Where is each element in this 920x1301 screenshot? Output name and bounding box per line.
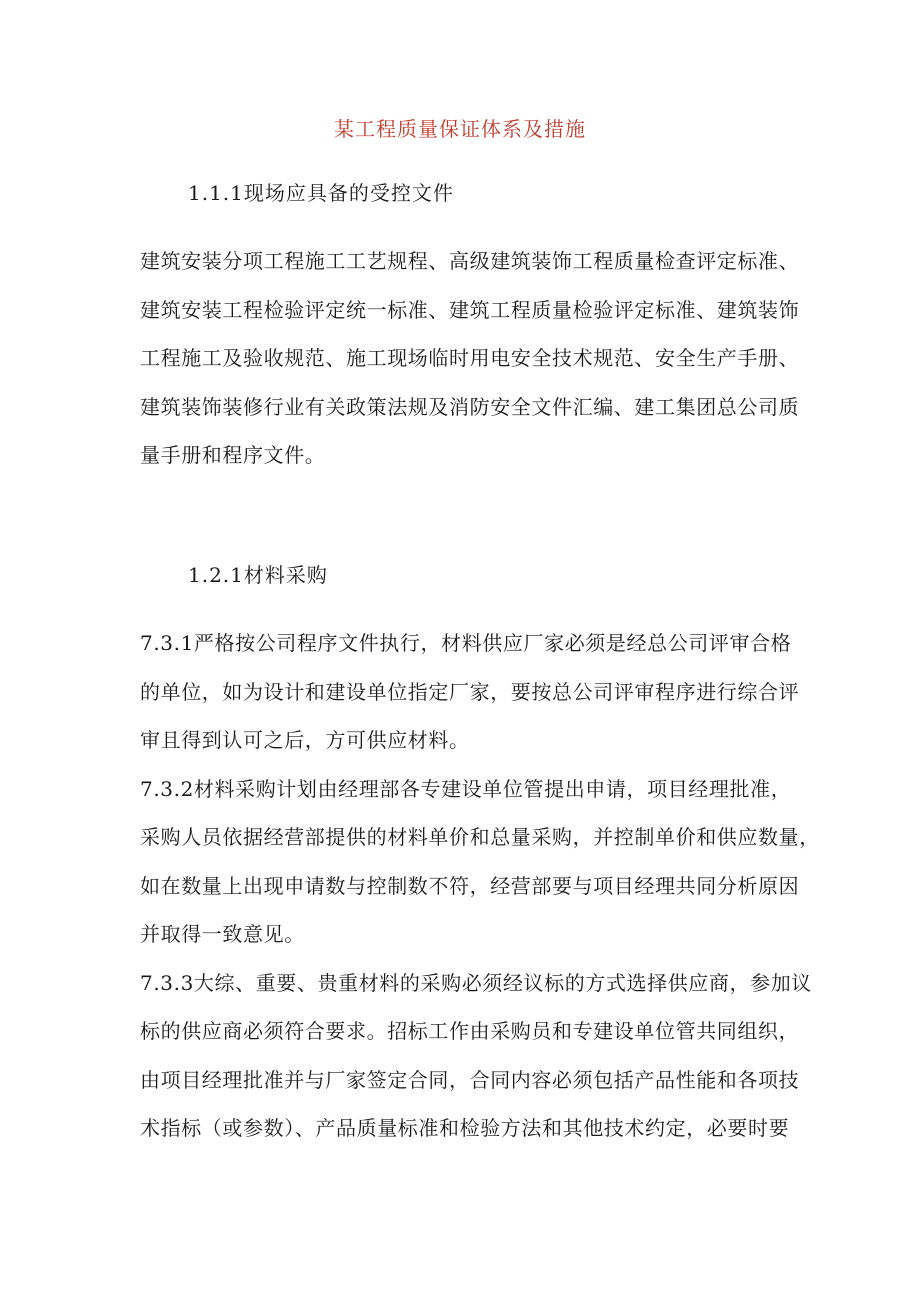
paragraph-line: 术指标（或参数）、产品质量标准和检验方法和其他技术约定，必要时要 (140, 1116, 790, 1140)
section-heading-1-1-1: 1.1.1现场应具备的受控文件 (188, 181, 454, 205)
paragraph-line: 7.3.2材料采购计划由经理部各专建设单位管提出申请，项目经理批准， (140, 777, 792, 801)
document-title: 某工程质量保证体系及措施 (334, 117, 586, 141)
section-heading-1-2-1: 1.2.1材料采购 (188, 563, 328, 587)
paragraph-line: 量手册和程序文件。 (140, 443, 326, 467)
paragraph-line: 的单位，如为设计和建设单位指定厂家，要按总公司评审程序进行综合评 (140, 680, 800, 704)
paragraph-line: 建筑安装分项工程施工工艺规程、高级建筑装饰工程质量检查评定标准、 (140, 249, 800, 273)
paragraph-line: 7.3.1严格按公司程序文件执行，材料供应厂家必须是经总公司评审合格 (140, 631, 792, 655)
paragraph-line: 建筑装饰装修行业有关政策法规及消防安全文件汇编、建工集团总公司质 (140, 395, 800, 419)
paragraph-line: 如在数量上出现申请数与控制数不符，经营部要与项目经理共同分析原因 (140, 874, 800, 898)
paragraph-line: 建筑安装工程检验评定统一标准、建筑工程质量检验评定标准、建筑装饰 (140, 298, 800, 322)
paragraph-line: 标的供应商必须符合要求。招标工作由采购员和专建设单位管共同组织， (140, 1019, 800, 1043)
paragraph-line: 审且得到认可之后，方可供应材料。 (140, 728, 470, 752)
paragraph-line: 采购人员依据经营部提供的材料单价和总量采购，并控制单价和供应数量， (140, 825, 820, 849)
paragraph-line: 工程施工及验收规范、施工现场临时用电安全技术规范、安全生产手册、 (140, 346, 800, 370)
paragraph-line: 并取得一致意见。 (140, 922, 305, 946)
paragraph-line: 由项目经理批准并与厂家签定合同，合同内容必须包括产品性能和各项技 (140, 1068, 800, 1092)
paragraph-line: 7.3.3大综、重要、贵重材料的采购必须经议标的方式选择供应商，参加议 (140, 971, 812, 995)
